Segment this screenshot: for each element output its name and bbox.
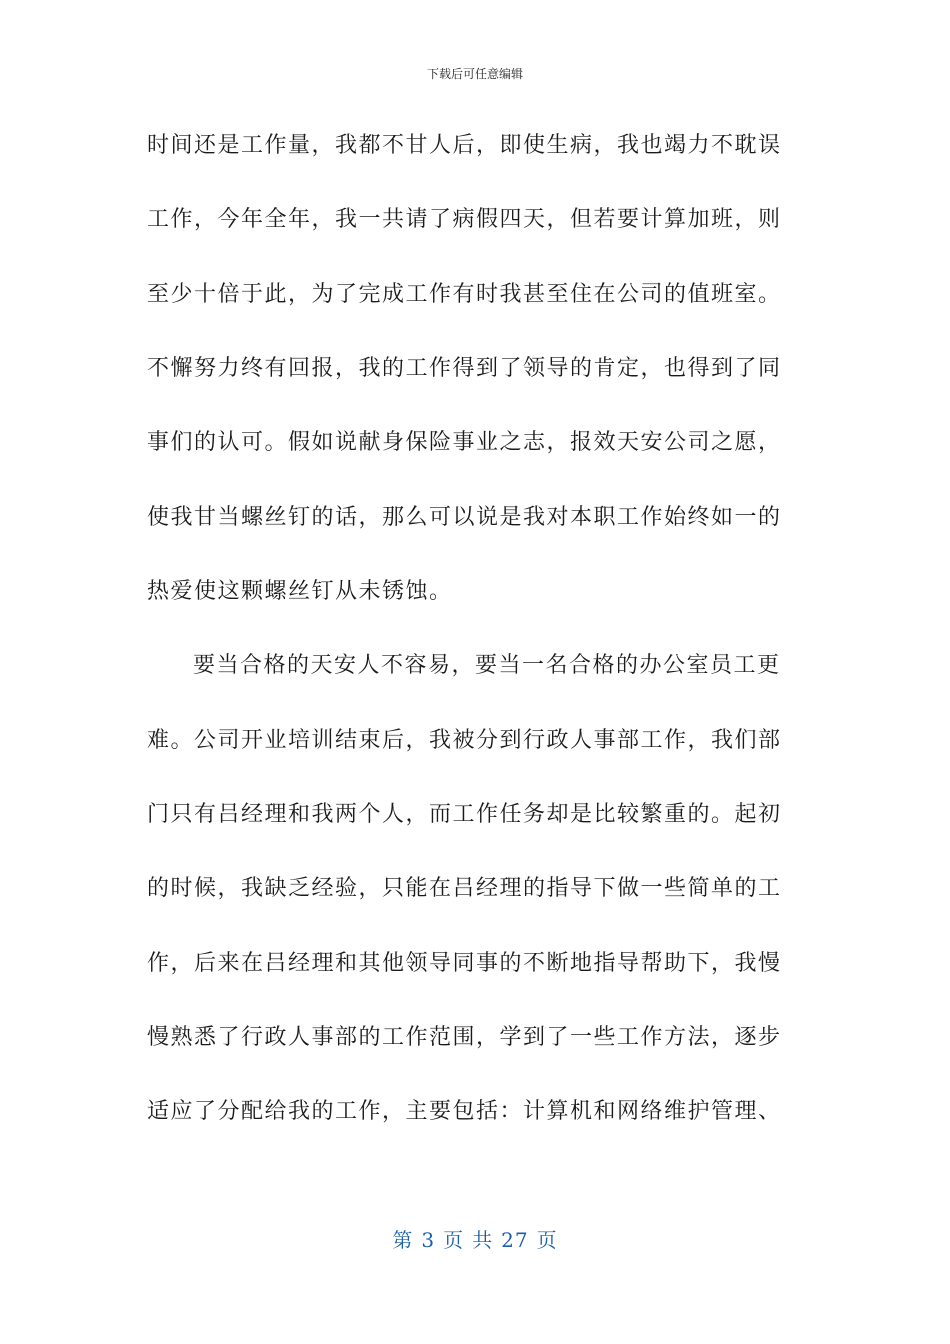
footer-current-page: 3 [421, 1228, 436, 1252]
footer-label-total: 共 [472, 1228, 494, 1252]
footer-label-page: 第 [392, 1228, 414, 1252]
body-line: 热爱使这颗螺丝钉从未锈蚀。 [147, 579, 453, 604]
page-footer [0, 1226, 950, 1254]
body-line: 难。公司开业培训结束后，我被分到行政人事部工作，我们部 [147, 728, 782, 753]
body-line: 门只有吕经理和我两个人，而工作任务却是比较繁重的。起初 [147, 802, 782, 827]
footer-label-ye: 页 [443, 1228, 465, 1252]
body-line: 工作，今年全年，我一共请了病假四天，但若要计算加班，则 [147, 207, 782, 232]
body-line: 至少十倍于此，为了完成工作有时我甚至住在公司的值班室。 [147, 282, 782, 307]
page-header: 下载后可任意编辑 [426, 67, 523, 81]
body-line-paragraph-start: 要当合格的天安人不容易，要当一名合格的办公室员工更 [193, 653, 781, 678]
footer-label-ye2: 页 [536, 1228, 558, 1252]
body-line: 的时候，我缺乏经验，只能在吕经理的指导下做一些简单的工 [147, 876, 782, 901]
body-line: 使我甘当螺丝钉的话，那么可以说是我对本职工作始终如一的 [147, 505, 782, 530]
footer-total-pages: 27 [501, 1228, 529, 1252]
body-line: 适应了分配给我的工作，主要包括：计算机和网络维护管理、 [147, 1099, 782, 1124]
body-line: 事们的认可。假如说献身保险事业之志，报效天安公司之愿， [147, 430, 782, 455]
body-line: 慢熟悉了行政人事部的工作范围，学到了一些工作方法，逐步 [147, 1025, 782, 1050]
body-line: 作，后来在吕经理和其他领导同事的不断地指导帮助下，我慢 [147, 951, 782, 976]
body-line: 时间还是工作量，我都不甘人后，即使生病，我也竭力不耽误 [147, 133, 782, 158]
body-line: 不懈努力终有回报，我的工作得到了领导的肯定，也得到了同 [147, 356, 782, 381]
